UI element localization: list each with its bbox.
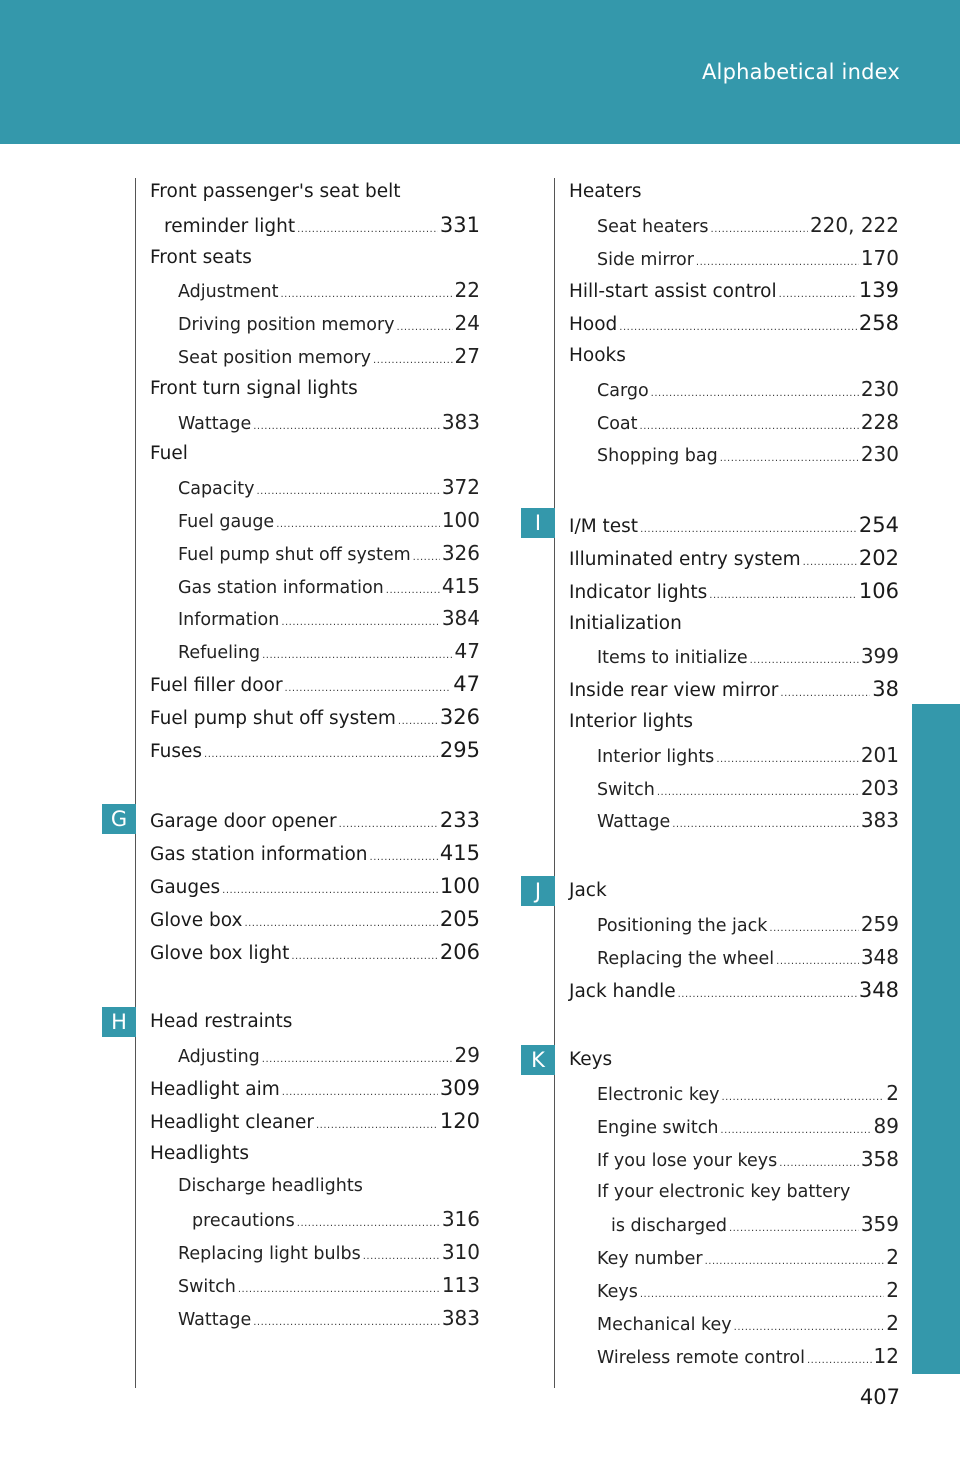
index-entry: Gauges ..... 100 [150,870,480,903]
letter-tab-g: G [102,804,136,834]
index-column-left [150,176,480,1334]
section-gap [569,837,899,875]
letter-tab-k: K [521,1045,555,1075]
index-subentry: Wattage ..... 383 [150,1302,480,1335]
index-entry: Glove box ..... 205 [150,903,480,936]
index-entry: Headlight cleaner ..... 120 [150,1105,480,1138]
index-entry: Interior lights [569,710,694,732]
right-column-rule [554,178,555,1388]
index-entry: Hill-start assist control ..... 139 [569,274,899,307]
index-subentry: Wattage ..... 383 [150,406,480,439]
section-gap [150,968,480,1006]
index-entry: Fuses ..... 295 [150,734,480,767]
index-subentry: Mechanical key ..... 2 [569,1307,899,1340]
index-subentry: Cargo ..... 230 [569,373,899,406]
index-subentry: Discharge headlights [178,1176,363,1197]
index-subentry: Driving position memory ..... 24 [150,307,480,340]
index-subentry: Seat heaters ..... 220, 222 [569,209,899,242]
index-subentry: Gas station information ..... 415 [150,570,480,603]
index-entry: Indicator lights ..... 106 [569,575,899,608]
index-subentry: Electronic key ..... 2 [569,1077,899,1110]
index-entry: Gas station information ..... 415 [150,837,480,870]
index-subentry: Adjusting ..... 29 [150,1039,480,1072]
letter-tab-j: J [521,876,555,906]
index-entry: reminder light ..... 331 [150,209,480,242]
section-gap [569,1006,899,1044]
index-entry: Hooks [569,344,626,366]
index-entry: Jack [569,880,607,902]
index-subentry: Wireless remote control ..... 12 [569,1340,899,1373]
page-number: 407 [859,1385,900,1409]
index-entry: Inside rear view mirror ..... 38 [569,673,899,706]
index-subentry: Replacing the wheel ..... 348 [569,941,899,974]
index-subentry: Fuel gauge ..... 100 [150,504,480,537]
index-subentry: Switch ..... 113 [150,1269,480,1302]
index-entry: Heaters [569,181,642,202]
index-entry: Glove box light ..... 206 [150,936,480,969]
index-subentry: If you lose your keys ..... 358 [569,1143,899,1176]
index-subentry: Key number ..... 2 [569,1241,899,1274]
index-subentry: Switch ..... 203 [569,772,899,805]
index-subentry: Seat position memory ..... 27 [150,340,480,373]
index-subentry: Replacing light bulbs ..... 310 [150,1236,480,1269]
index-subentry: Keys ..... 2 [569,1274,899,1307]
index-entry: I/M test ..... 254 [569,509,899,542]
index-subentry: Engine switch ..... 89 [569,1110,899,1143]
index-subentry: Positioning the jack ..... 259 [569,908,899,941]
page-header [0,0,960,144]
index-subentry: is discharged ..... 359 [569,1208,899,1241]
index-entry: Initialization [569,612,682,634]
index-entry: Garage door opener ..... 233 [150,804,480,837]
index-entry: Hood ..... 258 [569,307,899,340]
index-entry: Fuel pump shut off system ..... 326 [150,701,480,734]
index-entry: Headlight aim ..... 309 [150,1072,480,1105]
left-column-rule [135,178,136,1388]
index-entry: Fuel [150,443,188,465]
index-subentry: Wattage ..... 383 [569,804,899,837]
index-subentry: Shopping bag ..... 230 [569,438,899,471]
index-subentry: Information ..... 384 [150,602,480,635]
section-gap [150,766,480,804]
index-subentry: Fuel pump shut off system ..... 326 [150,537,480,570]
index-subentry: Coat ..... 228 [569,406,899,439]
section-gap [569,471,899,509]
letter-tab-h: H [102,1007,136,1037]
section-title: Alphabetical index [701,60,900,84]
chapter-side-tab [912,704,960,1374]
index-subentry: If your electronic key battery [597,1181,851,1202]
index-entry: Front turn signal lights [150,377,358,399]
index-column-right [569,176,899,1372]
index-subentry: Refueling ..... 47 [150,635,480,668]
index-entry: Headlights [150,1142,250,1164]
letter-tab-i: I [521,508,555,538]
index-entry: Fuel filler door ..... 47 [150,668,480,701]
index-entry: Front seats [150,246,252,268]
index-entry: Jack handle ..... 348 [569,974,899,1007]
index-subentry: Capacity ..... 372 [150,471,480,504]
index-subentry: Interior lights ..... 201 [569,739,899,772]
index-subentry: Side mirror ..... 170 [569,242,899,275]
index-entry: Illuminated entry system ..... 202 [569,542,899,575]
index-subentry: Adjustment ..... 22 [150,274,480,307]
index-subentry: precautions ..... 316 [150,1203,480,1236]
index-subentry: Items to initialize ..... 399 [569,640,899,673]
index-entry: Head restraints [150,1011,293,1033]
index-entry: Keys [569,1049,613,1071]
index-entry: Front passenger's seat belt [150,181,401,202]
